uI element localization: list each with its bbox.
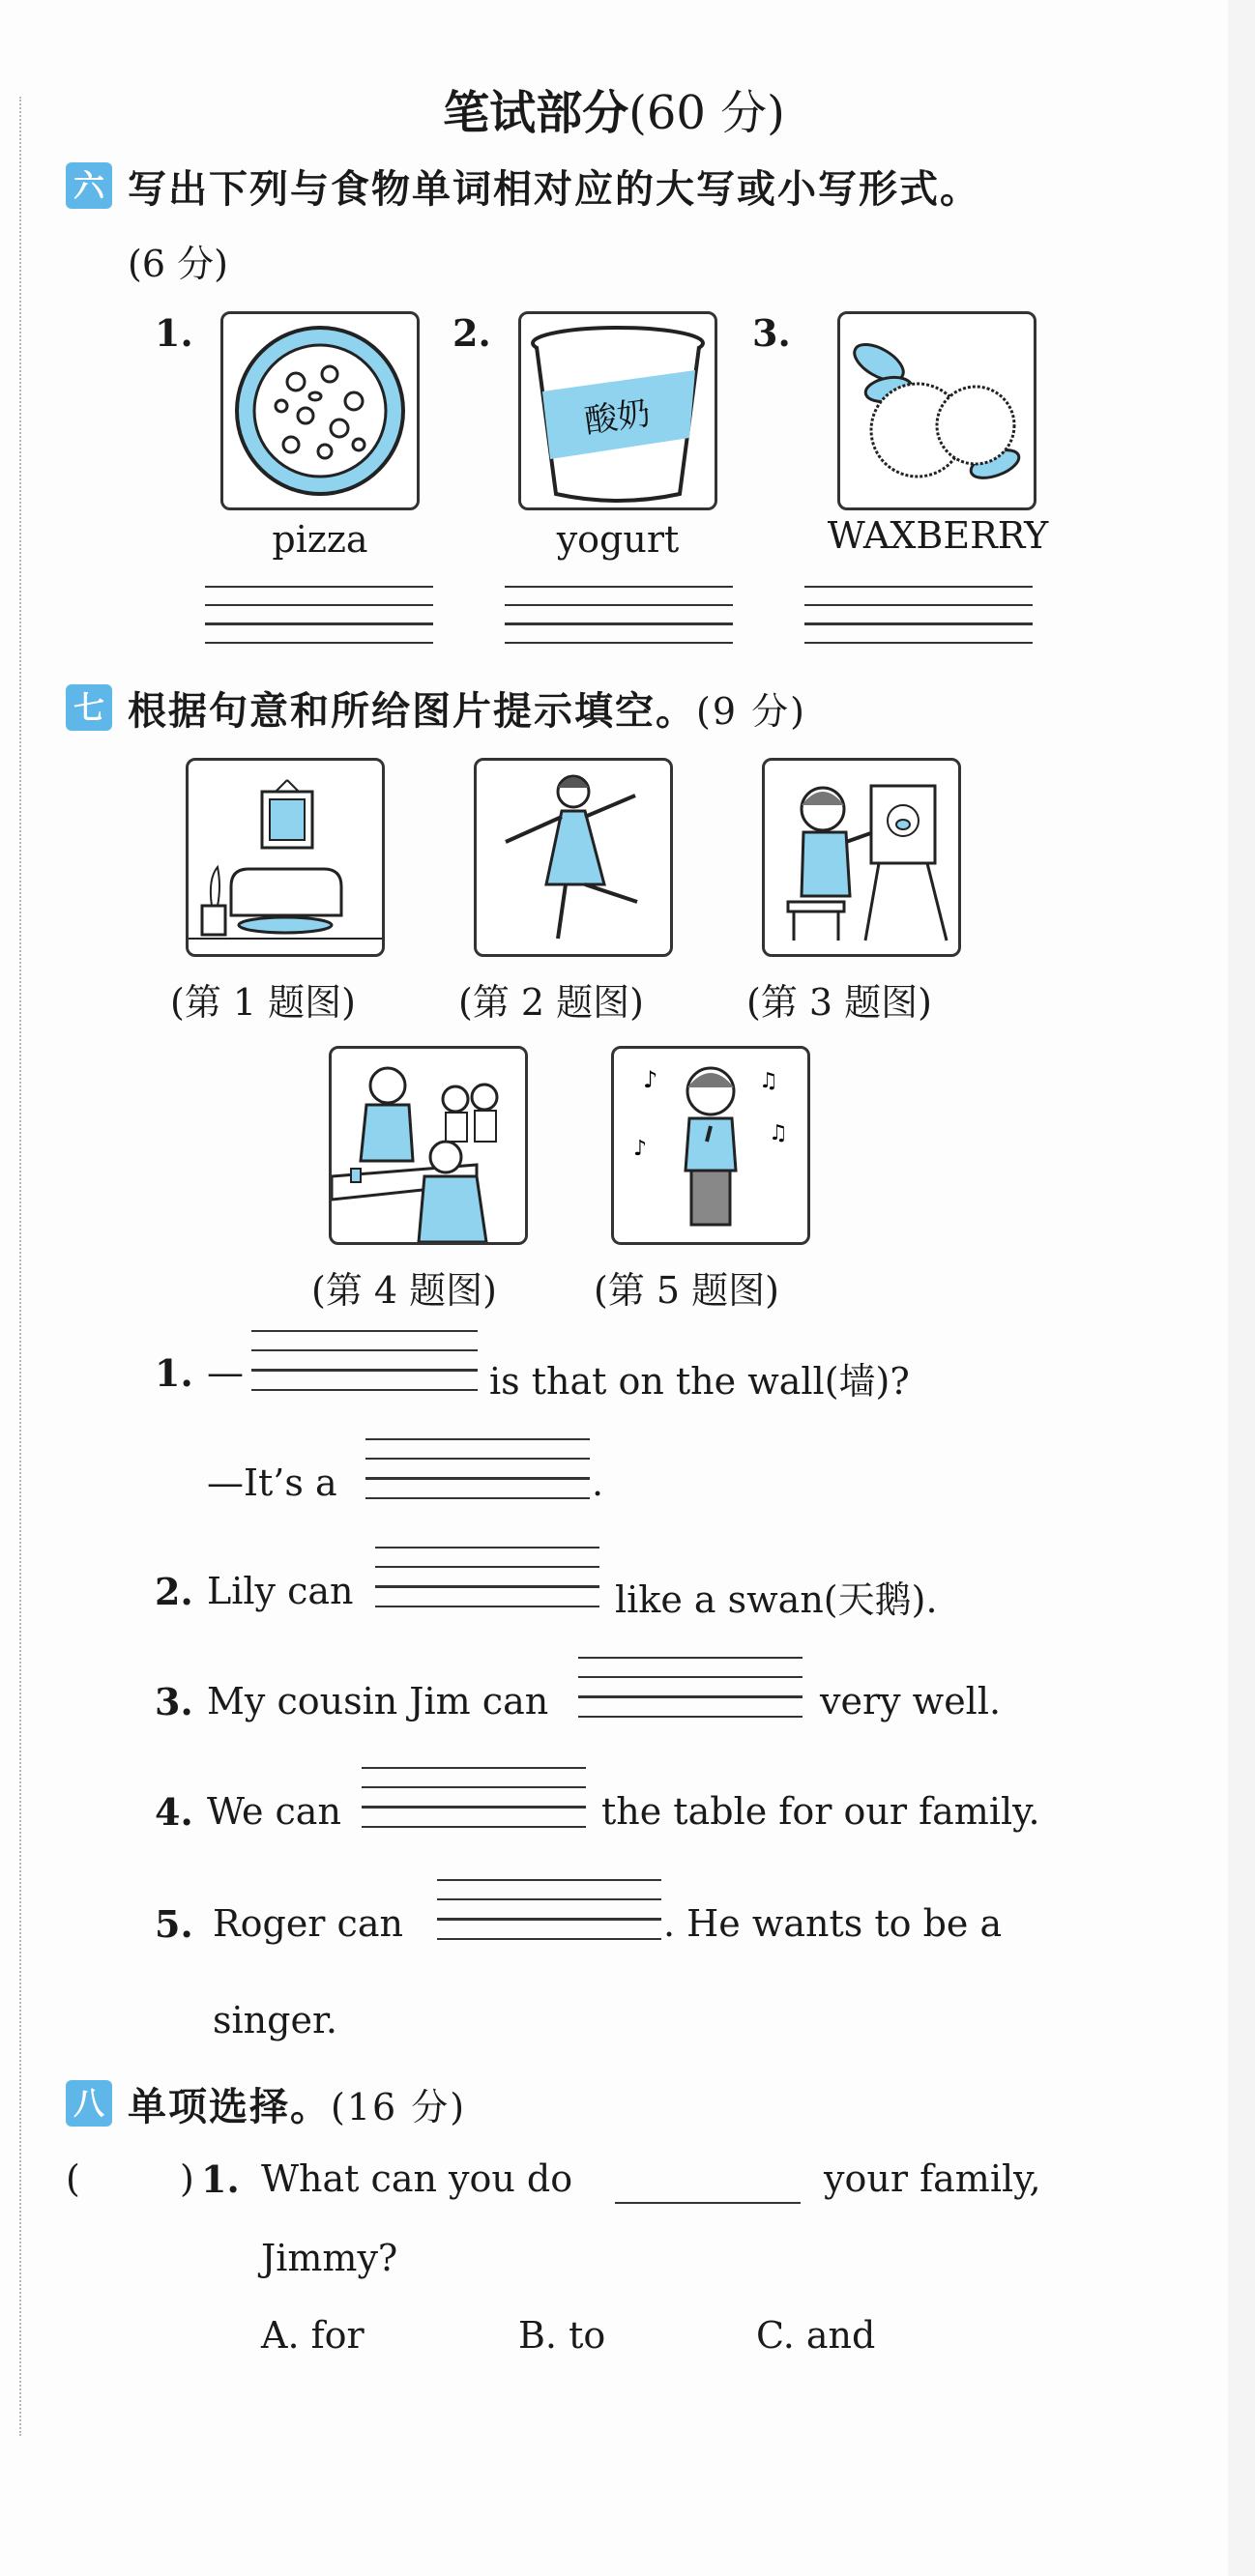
s8-q1-paren-close: ) [180,2157,194,2200]
s6-writing-lines-3[interactable] [804,586,1033,660]
s8-q1-option-a[interactable]: A. for [261,2314,365,2357]
section-badge-7: 七 [66,684,112,731]
s8-q1-paren-open: ( [66,2157,80,2200]
s7-q4-number: 4. [155,1790,193,1834]
s7-q1-answer-prefix: —It’s a [207,1462,337,1504]
s7-q2-number: 2. [155,1570,193,1613]
yogurt-cup-label: 酸奶 [582,393,654,442]
section8-instruction [128,2076,466,2131]
s6-writing-lines-1[interactable] [205,586,433,660]
caption-picture-1: (第 1 题图) [170,981,356,1024]
pizza-picture [220,311,420,510]
s7-q5-text: . He wants to be a [663,1902,1003,1945]
section6-instruction: 写出下列与食物单词相对应的大写或小写形式。 [128,167,980,212]
singing-boy-picture [611,1046,810,1245]
yogurt-picture [518,311,717,510]
s6-word-waxberry: WAXBERRY [827,514,1049,557]
s7-q4-text: the table for our family. [601,1790,1040,1833]
s6-item1-number: 1. [155,311,193,355]
section7-instruction-text: 根据句意和所给图片提示填空。 [128,689,696,734]
s7-q5-prefix: Roger can [213,1902,403,1945]
s8-q1-stem-a: What can you do [261,2157,573,2200]
s8-q1-option-b[interactable]: B. to [518,2314,606,2357]
caption-picture-4: (第 4 题图) [311,1269,497,1312]
section8-score: (16 分) [331,2086,467,2128]
section7-score: (9 分) [696,690,806,733]
title-score: (60 分) [628,86,785,140]
section6-score: (6 分) [128,243,228,285]
s7-q5-continuation: singer. [213,1999,338,2041]
s7-q1-dash: — [207,1351,244,1394]
s7-q3-blank[interactable] [578,1657,803,1735]
caption-picture-5: (第 5 题图) [594,1269,779,1312]
margin-dotted-line [19,97,21,2436]
s7-q1-answer-blank[interactable] [365,1438,590,1517]
section7-instruction [128,680,806,736]
s6-writing-lines-2[interactable] [505,586,733,660]
s7-q2-text: like a swan(天鹅). [615,1578,938,1621]
boy-drawing-picture [762,758,961,957]
s8-q1-answer-box[interactable] [93,2161,170,2200]
caption-picture-3: (第 3 题图) [746,981,932,1024]
s8-q1-blank[interactable] [615,2161,801,2204]
s7-q3-text: very well. [820,1680,1002,1722]
s7-q4-prefix: We can [207,1790,341,1833]
s7-q1-text: is that on the wall(墙)? [489,1360,910,1403]
section-badge-8: 八 [66,2080,112,2127]
s7-q2-blank[interactable] [375,1547,599,1625]
s7-q4-blank[interactable] [362,1767,586,1845]
s7-q1-blank[interactable] [251,1330,478,1408]
waxberry-picture [837,311,1036,510]
family-table-picture [329,1046,528,1245]
svg-text:♪: ♪ [633,1137,648,1161]
s6-word-yogurt: yogurt [556,518,680,561]
title-text: 笔试部分 [443,86,629,140]
s8-q1-stem-c: Jimmy? [261,2237,398,2279]
s6-word-pizza: pizza [272,518,368,561]
s7-q3-prefix: My cousin Jim can [207,1680,549,1722]
s8-q1-stem-b: your family, [824,2157,1041,2200]
s7-q1-number: 1. [155,1351,193,1395]
s7-q1-answer-end: . [592,1462,604,1504]
caption-picture-2: (第 2 题图) [458,981,644,1024]
section-badge-6: 六 [66,162,112,209]
svg-text:♫: ♫ [769,1121,788,1145]
section8-instruction-text: 单项选择。 [128,2085,331,2129]
s6-item2-number: 2. [452,311,491,355]
s7-q5-number: 5. [155,1902,193,1946]
s8-q1-option-c[interactable]: C. and [756,2314,876,2357]
svg-text:♪: ♪ [643,1066,658,1093]
dancing-girl-picture [474,758,673,957]
svg-text:♫: ♫ [759,1069,778,1093]
s7-q2-prefix: Lily can [207,1570,354,1612]
s7-q5-blank[interactable] [437,1879,661,1957]
s8-q1-number: 1. [201,2157,240,2201]
s6-item3-number: 3. [752,311,791,355]
page-title [0,75,1228,142]
s7-q3-number: 3. [155,1680,193,1723]
room-picture [186,758,385,957]
